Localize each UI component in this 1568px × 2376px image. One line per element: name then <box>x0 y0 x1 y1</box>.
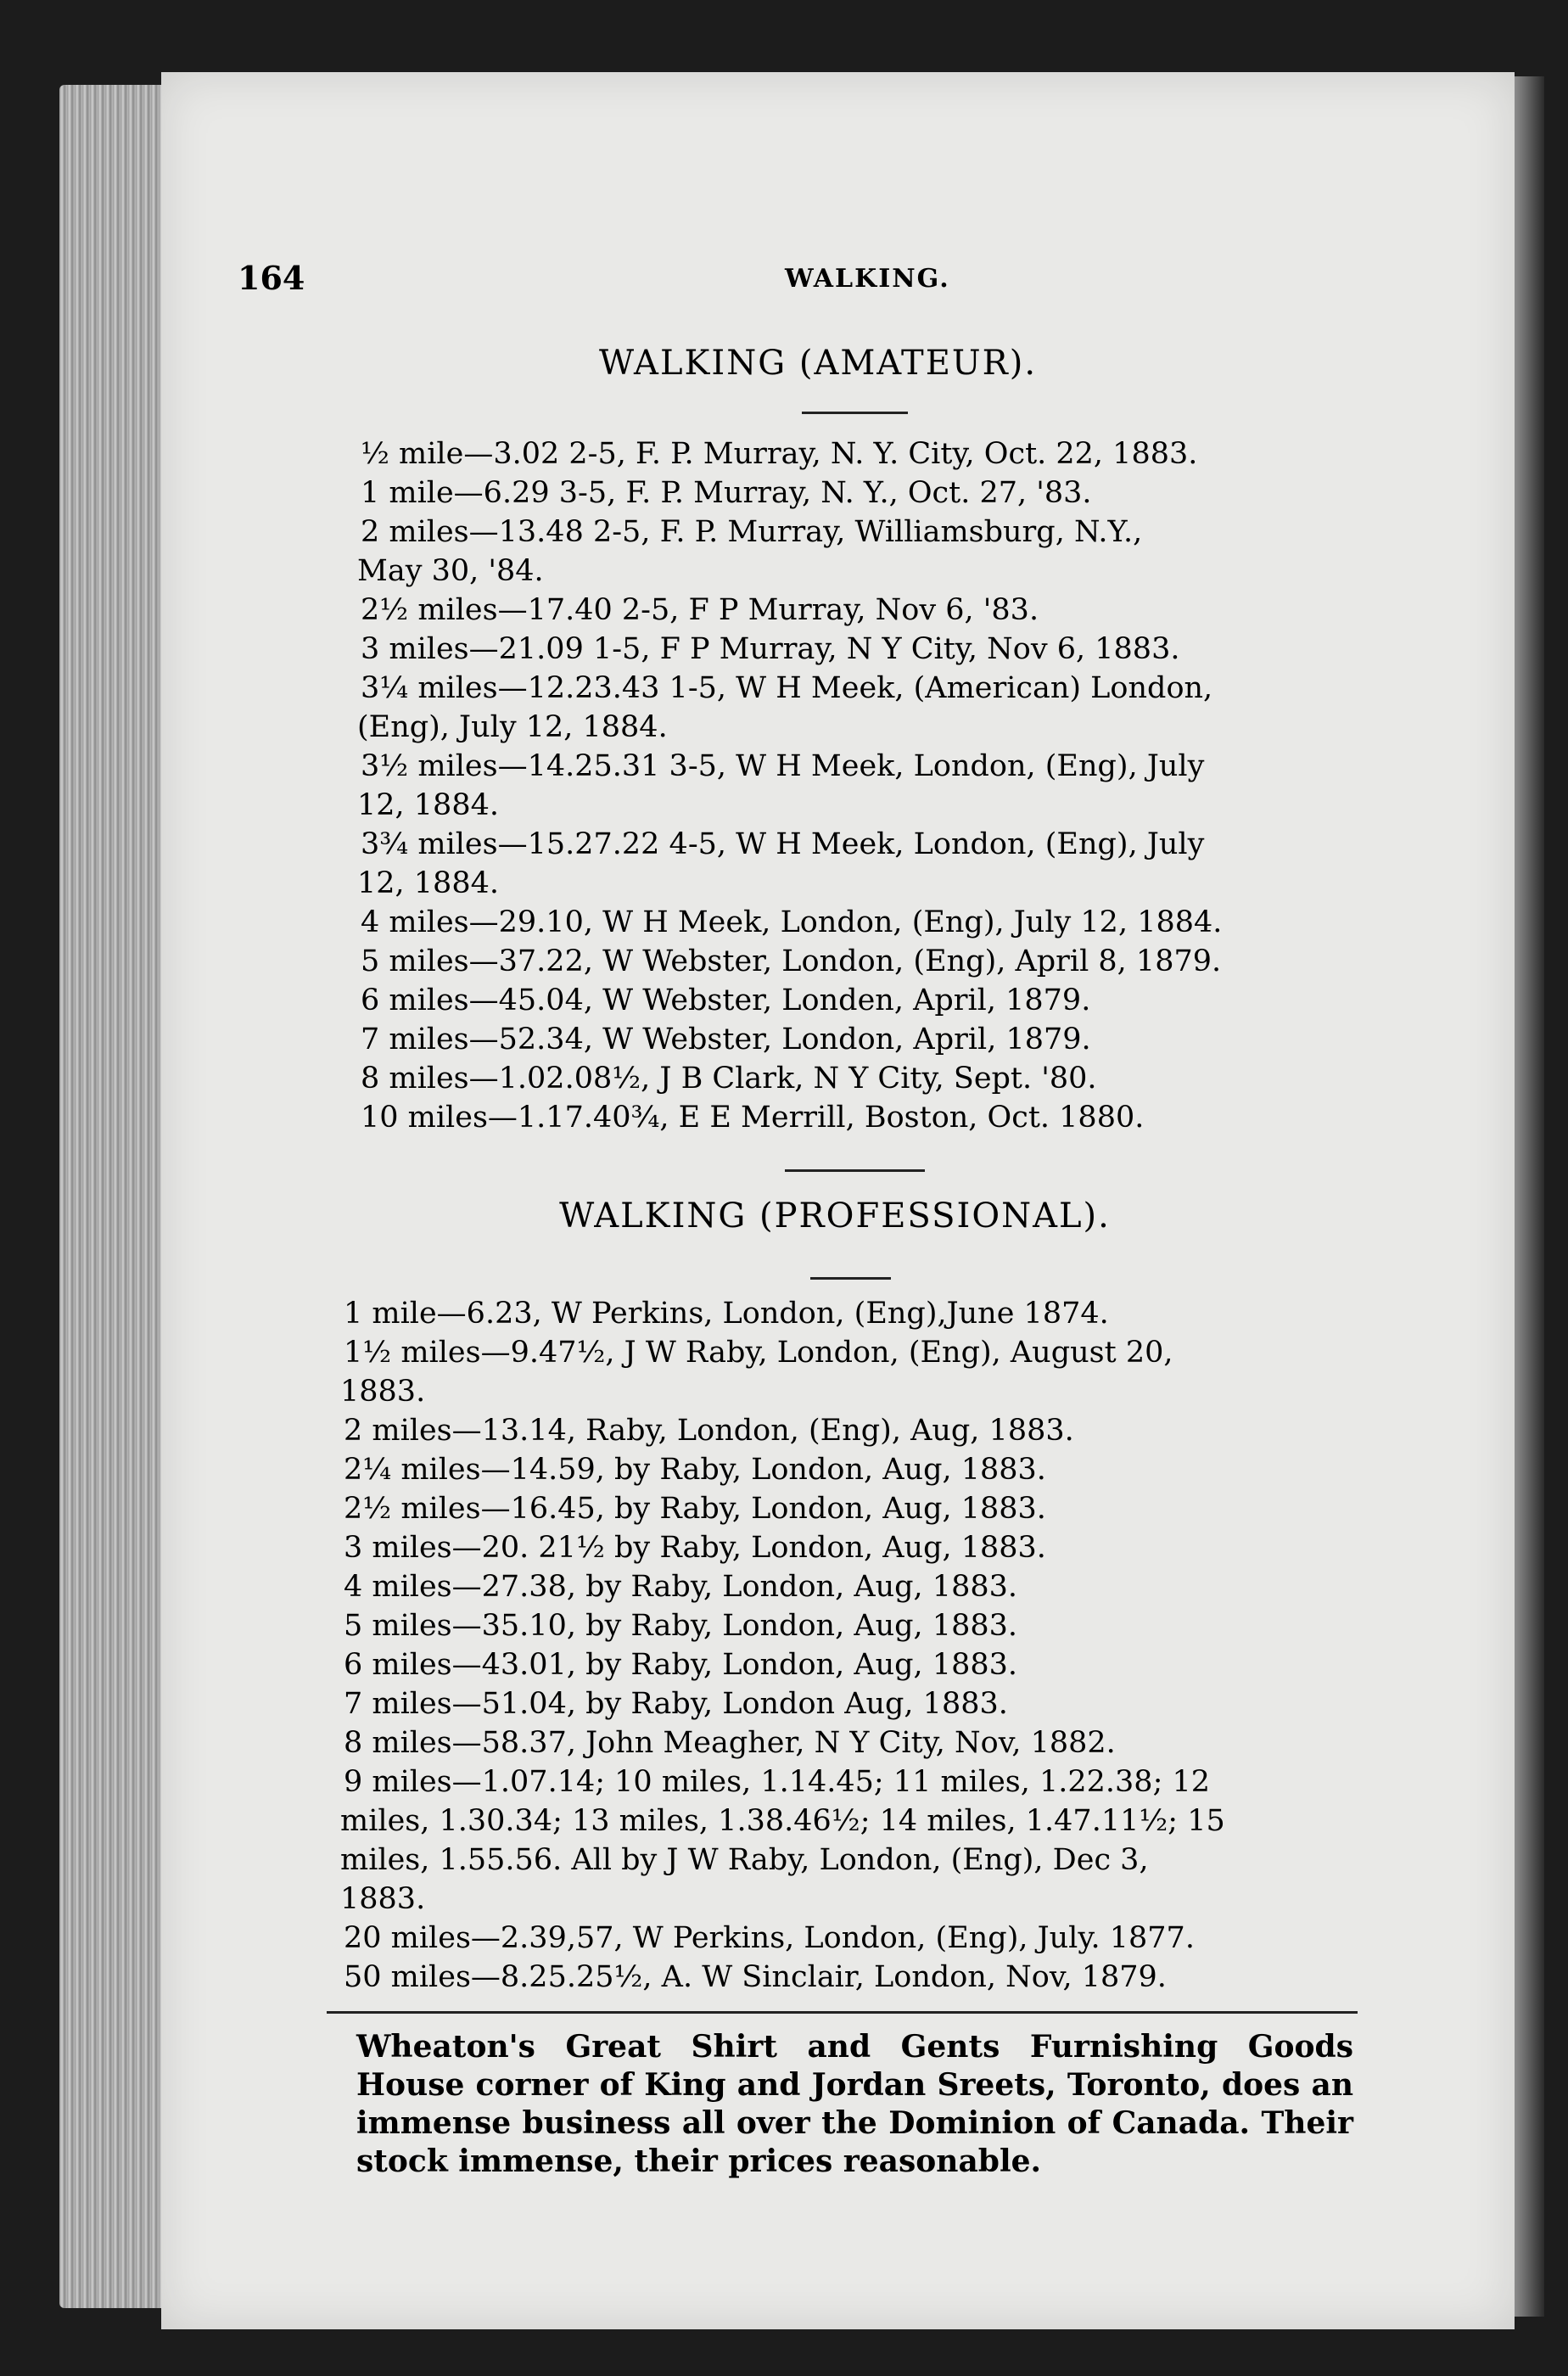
list-item: May 30, '84. <box>357 554 544 588</box>
professional-section-title: WALKING (PROFESSIONAL). <box>559 1196 1111 1236</box>
list-item: miles, 1.30.34; 13 miles, 1.38.46½; 14 miles, 1.47.11½; 15 <box>340 1804 1225 1838</box>
amateur-title-rule <box>802 412 908 414</box>
list-item: 3½ miles—14.25.31 3-5, W H Meek, London, (Eng), July <box>361 749 1205 783</box>
list-item: 12, 1884. <box>357 788 499 822</box>
list-item: 7 miles—52.34, W Webster, London, April, 1879. <box>361 1023 1091 1056</box>
list-item: 5 miles—37.22, W Webster, London, (Eng), April 8, 1879. <box>361 944 1222 978</box>
amateur-records-list <box>357 434 1387 1137</box>
list-item: miles, 1.55.56. All by J W Raby, London, (Eng), Dec 3, <box>340 1843 1149 1877</box>
list-item: 3¼ miles—12.23.43 1-5, W H Meek, (American) London, <box>361 671 1213 705</box>
amateur-section-title: WALKING (AMATEUR). <box>598 344 1038 383</box>
running-head <box>238 259 1366 310</box>
list-item: 9 miles—1.07.14; 10 miles, 1.14.45; 11 miles, 1.22.38; 12 <box>344 1765 1211 1799</box>
list-item: 3¾ miles—15.27.22 4-5, W H Meek, London, (Eng), July <box>361 827 1205 861</box>
list-item: 12, 1884. <box>357 866 499 900</box>
list-item: 8 miles—1.02.08½, J B Clark, N Y City, Sept. '80. <box>361 1062 1097 1096</box>
list-item: 5 miles—35.10, by Raby, London, Aug, 1883. <box>344 1609 1017 1643</box>
list-item: 1883. <box>340 1882 426 1916</box>
list-item: 2 miles—13.14, Raby, London, (Eng), Aug, 1883. <box>344 1414 1074 1448</box>
professional-title-rule <box>810 1277 891 1280</box>
list-item: ½ mile—3.02 2-5, F. P. Murray, N. Y. City, Oct. 22, 1883. <box>361 437 1198 471</box>
professional-records-list <box>340 1294 1358 1997</box>
list-item: 3 miles—20. 21½ by Raby, London, Aug, 1883. <box>344 1531 1046 1565</box>
running-title: WALKING. <box>785 264 950 294</box>
section-divider-rule <box>785 1169 925 1172</box>
list-item: 4 miles—27.38, by Raby, London, Aug, 1883. <box>344 1570 1017 1604</box>
list-item: 6 miles—43.01, by Raby, London, Aug, 1883. <box>344 1648 1017 1682</box>
list-item: 8 miles—58.37, John Meagher, N Y City, Nov, 1882. <box>344 1726 1116 1760</box>
list-item: 7 miles—51.04, by Raby, London Aug, 1883. <box>344 1687 1008 1721</box>
list-item: 2½ miles—17.40 2-5, F P Murray, Nov 6, '83. <box>361 593 1039 627</box>
advertisement-text: Wheaton's Great Shirt and Gents Furnishing Goods House corner of King and Jordan Sreets, Toronto, does an immense business all over the Dominion of Canada. Their stock immense, their prices reasonable. <box>356 2029 1353 2179</box>
list-item: 10 miles—1.17.40¾, E E Merrill, Boston, Oct. 1880. <box>361 1101 1145 1135</box>
list-item: 2 miles—13.48 2-5, F. P. Murray, Williamsburg, N.Y., <box>361 515 1143 549</box>
list-item: 4 miles—29.10, W H Meek, London, (Eng), July 12, 1884. <box>361 905 1223 939</box>
list-item: 1 mile—6.23, W Perkins, London, (Eng),June 1874. <box>344 1297 1109 1331</box>
advertisement-rule <box>327 2011 1358 2014</box>
list-item: 1 mile—6.29 3-5, F. P. Murray, N. Y., Oct. 27, '83. <box>361 476 1092 510</box>
list-item: 20 miles—2.39,57, W Perkins, London, (Eng), July. 1877. <box>344 1921 1195 1955</box>
list-item: 1½ miles—9.47½, J W Raby, London, (Eng), August 20, <box>344 1336 1173 1370</box>
list-item: 50 miles—8.25.25½, A. W Sinclair, London, Nov, 1879. <box>344 1960 1167 1994</box>
list-item: 2½ miles—16.45, by Raby, London, Aug, 1883. <box>344 1492 1046 1526</box>
list-item: 6 miles—45.04, W Webster, Londen, April, 1879. <box>361 983 1091 1017</box>
list-item: 1883. <box>340 1375 426 1409</box>
page-number: 164 <box>238 259 305 297</box>
list-item: 2¼ miles—14.59, by Raby, London, Aug, 1883. <box>344 1453 1046 1487</box>
list-item: (Eng), July 12, 1884. <box>357 710 668 744</box>
list-item: 3 miles—21.09 1-5, F P Murray, N Y City, Nov 6, 1883. <box>361 632 1180 666</box>
